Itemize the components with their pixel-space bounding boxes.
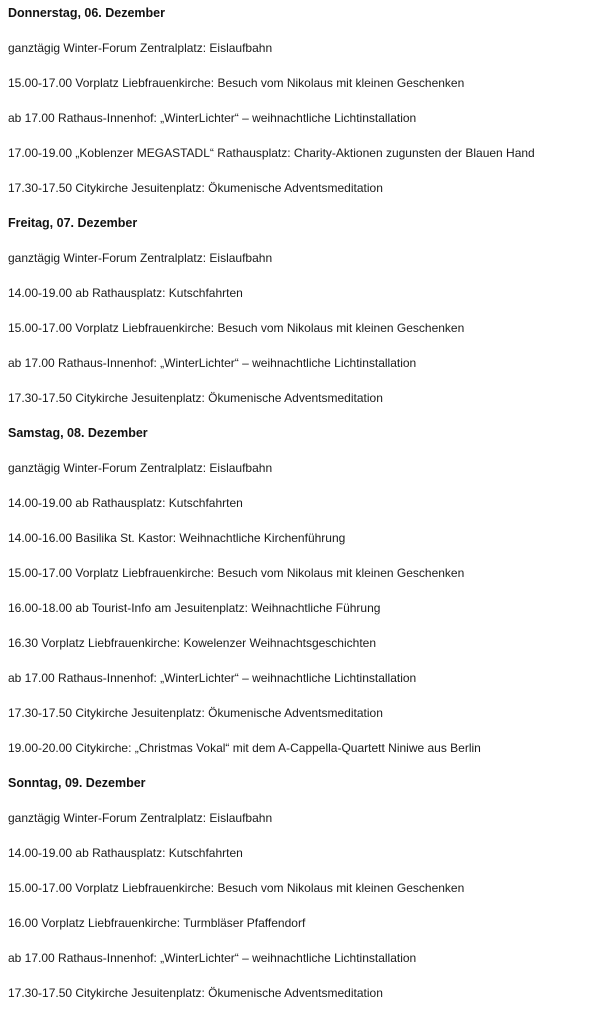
event-item: 14.00-16.00 Basilika St. Kastor: Weihnachtliche Kirchenführung bbox=[8, 531, 346, 545]
event-item: 17.30-17.50 Citykirche Jesuitenplatz: Ökumenische Adventsmeditation bbox=[8, 391, 383, 405]
event-item: 17.00-19.00 „Koblenzer MEGASTADL“ Rathausplatz: Charity-Aktionen zugunsten der Blauen Hand bbox=[8, 146, 535, 160]
event-item: ab 17.00 Rathaus-Innenhof: „WinterLichter“ – weihnachtliche Lichtinstallation bbox=[8, 111, 417, 125]
event-item: 17.30-17.50 Citykirche Jesuitenplatz: Ökumenische Adventsmeditation bbox=[8, 986, 383, 1000]
event-item: ganztägig Winter-Forum Zentralplatz: Eislaufbahn bbox=[8, 251, 273, 265]
day-heading: Freitag, 07. Dezember bbox=[8, 216, 138, 230]
event-item: ganztägig Winter-Forum Zentralplatz: Eislaufbahn bbox=[8, 811, 273, 825]
event-item: 19.00-20.00 Citykirche: „Christmas Vokal“ mit dem A-Cappella-Quartett Niniwe aus Berlin bbox=[8, 741, 481, 755]
event-item: 15.00-17.00 Vorplatz Liebfrauenkirche: Besuch vom Nikolaus mit kleinen Geschenken bbox=[8, 321, 465, 335]
event-item: 14.00-19.00 ab Rathausplatz: Kutschfahrten bbox=[8, 846, 243, 860]
event-item: ganztägig Winter-Forum Zentralplatz: Eislaufbahn bbox=[8, 461, 273, 475]
event-item: 16.00 Vorplatz Liebfrauenkirche: Turmbläser Pfaffendorf bbox=[8, 916, 306, 930]
event-item: 17.30-17.50 Citykirche Jesuitenplatz: Ökumenische Adventsmeditation bbox=[8, 181, 383, 195]
day-heading: Donnerstag, 06. Dezember bbox=[8, 6, 165, 20]
event-item: 17.30-17.50 Citykirche Jesuitenplatz: Ökumenische Adventsmeditation bbox=[8, 706, 383, 720]
event-item: ganztägig Winter-Forum Zentralplatz: Eislaufbahn bbox=[8, 41, 273, 55]
event-item: 14.00-19.00 ab Rathausplatz: Kutschfahrten bbox=[8, 286, 243, 300]
event-item: ab 17.00 Rathaus-Innenhof: „WinterLichter“ – weihnachtliche Lichtinstallation bbox=[8, 671, 417, 685]
event-item: 15.00-17.00 Vorplatz Liebfrauenkirche: Besuch vom Nikolaus mit kleinen Geschenken bbox=[8, 566, 465, 580]
event-item: 14.00-19.00 ab Rathausplatz: Kutschfahrten bbox=[8, 496, 243, 510]
day-heading: Sonntag, 09. Dezember bbox=[8, 776, 146, 790]
event-item: 15.00-17.00 Vorplatz Liebfrauenkirche: Besuch vom Nikolaus mit kleinen Geschenken bbox=[8, 881, 465, 895]
event-item: 16.00-18.00 ab Tourist-Info am Jesuitenplatz: Weihnachtliche Führung bbox=[8, 601, 381, 615]
event-item: 16.30 Vorplatz Liebfrauenkirche: Kowelenzer Weihnachtsgeschichten bbox=[8, 636, 377, 650]
day-heading: Samstag, 08. Dezember bbox=[8, 426, 148, 440]
event-item: ab 17.00 Rathaus-Innenhof: „WinterLichter“ – weihnachtliche Lichtinstallation bbox=[8, 951, 417, 965]
event-item: 15.00-17.00 Vorplatz Liebfrauenkirche: Besuch vom Nikolaus mit kleinen Geschenken bbox=[8, 76, 465, 90]
event-item: ab 17.00 Rathaus-Innenhof: „WinterLichter“ – weihnachtliche Lichtinstallation bbox=[8, 356, 417, 370]
